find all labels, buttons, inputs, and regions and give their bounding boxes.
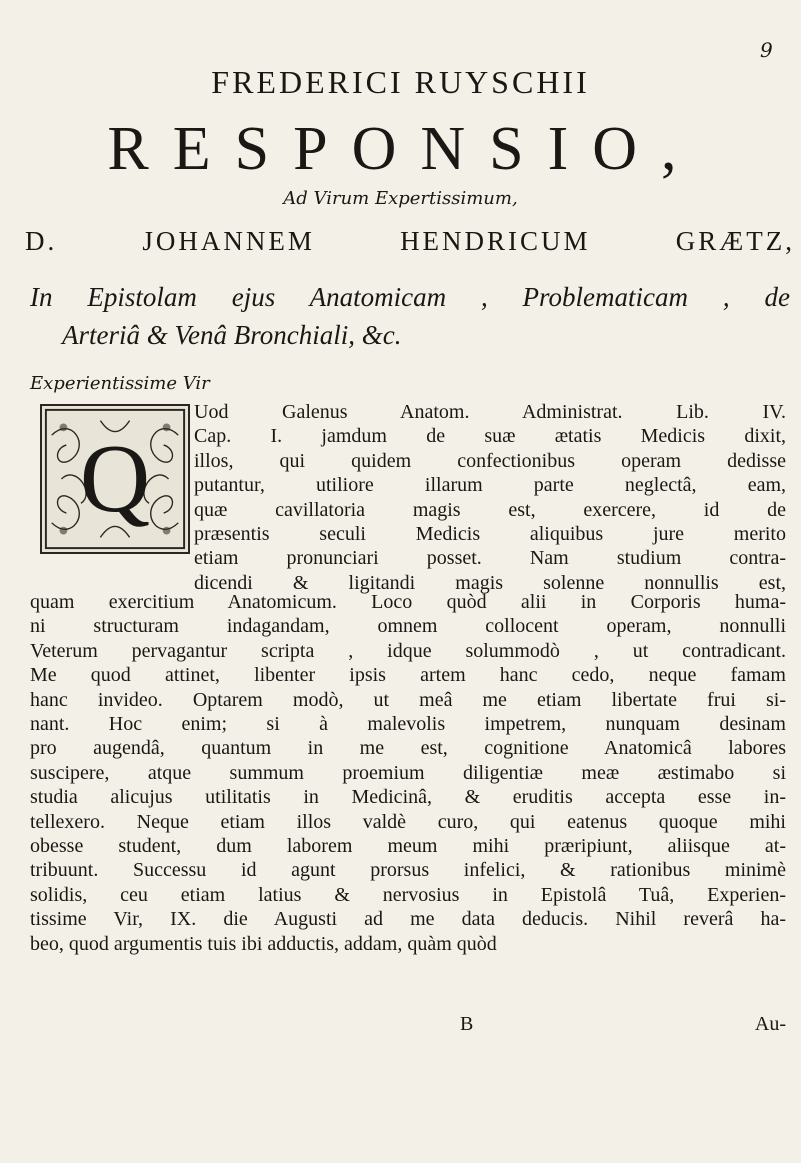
text-line: quam exercitium Anatomicum. Loco quòd alii in Corporis huma- (30, 591, 786, 613)
subtitle: Ad Virum Expertissimum, (283, 188, 518, 209)
text-line: tissime Vir, IX. die Augusti ad me data deducis. Nihil reverâ ha- (30, 908, 786, 931)
text-line: illos, qui quidem confectionibus operam dedisse (194, 449, 786, 472)
initial-letter: Q (79, 425, 151, 534)
author-heading: FREDERICI RUYSCHII (211, 64, 590, 100)
catchword: Au- (754, 1013, 786, 1035)
text-line: Cap. I. jamdum de suæ ætatis Medicis dixit, (194, 425, 786, 448)
text-line: Veterum pervagantur scripta , idque solummodò , ut contradicant. (30, 639, 786, 662)
text-line: suscipere, atque summum proemium diligentiæ meæ æstimabo si (30, 761, 786, 784)
salutation: Experientissime Vir (30, 373, 210, 394)
page-footer (30, 1013, 786, 1041)
text-line: tellexero. Neque etiam illos valdè curo, qui eatenus quoque mihi (30, 810, 786, 833)
text-line: studia alicujus utilitatis in Medicinâ, & eruditis accepta esse in- (30, 786, 786, 809)
text-line: Uod Galenus Anatom. Administrat. Lib. IV. (194, 401, 786, 423)
text-line: ni structuram indagandam, omnem collocent operam, nonnulli (30, 615, 786, 638)
text-line: beo, quod argumentis tuis ibi adductis, addam, quàm quòd (30, 932, 497, 955)
addressee-line (25, 226, 795, 257)
addressee-middle-name: HENDRICUM (400, 226, 591, 256)
body-paragraph (30, 590, 786, 956)
decorated-initial (40, 404, 190, 554)
page-number: 9 (760, 38, 773, 62)
text-line: nant. Hoc enim; si à malevolis impetrem, nunquam desinam (30, 713, 786, 736)
opening-paragraph-beside-initial (194, 400, 786, 595)
text-line: solidis, ceu etiam latius & nervosius in Epistolâ Tuâ, Experien- (30, 883, 786, 906)
text-line: Me quod attinet, libenter ipsis artem hanc cedo, neque famam (30, 664, 786, 687)
text-line: putantur, utiliore illarum parte neglectâ, eam, (194, 474, 786, 497)
text-line: obesse student, dum laborem meum mihi præripiunt, aliisque at- (30, 835, 786, 858)
topic-line-1: In Epistolam ejus Anatomicam , Problematicam , de (30, 282, 790, 312)
text-line: tribuunt. Successu id agunt prorsus infelici, & rationibus minimè (30, 859, 786, 882)
text-line: quæ cavillatoria magis est, exercere, id de (194, 498, 786, 521)
text-line: dicendi & ligitandi magis solenne nonnullis est, (194, 571, 786, 594)
addressee-first-name: JOHANNEM (142, 226, 315, 256)
addressee-surname: GRÆTZ, (675, 226, 795, 256)
signature-mark: B (460, 1013, 474, 1035)
ornament-initial-image (42, 406, 188, 552)
text-line: etiam pronunciari posset. Nam studium contra- (194, 547, 786, 570)
page-title: RESPONSIO, (107, 115, 701, 183)
topic-line-2: Arteriâ & Venâ Bronchiali, &c. (62, 320, 402, 350)
text-line: pro augendâ, quantum in me est, cognitione Anatomicâ labores (30, 737, 786, 760)
text-line: præsentis seculi Medicis aliquibus jure merito (194, 523, 786, 546)
text-line: hanc invideo. Optarem modò, ut meâ me etiam libertate frui si- (30, 688, 786, 711)
addressee-title: D. (25, 226, 58, 256)
